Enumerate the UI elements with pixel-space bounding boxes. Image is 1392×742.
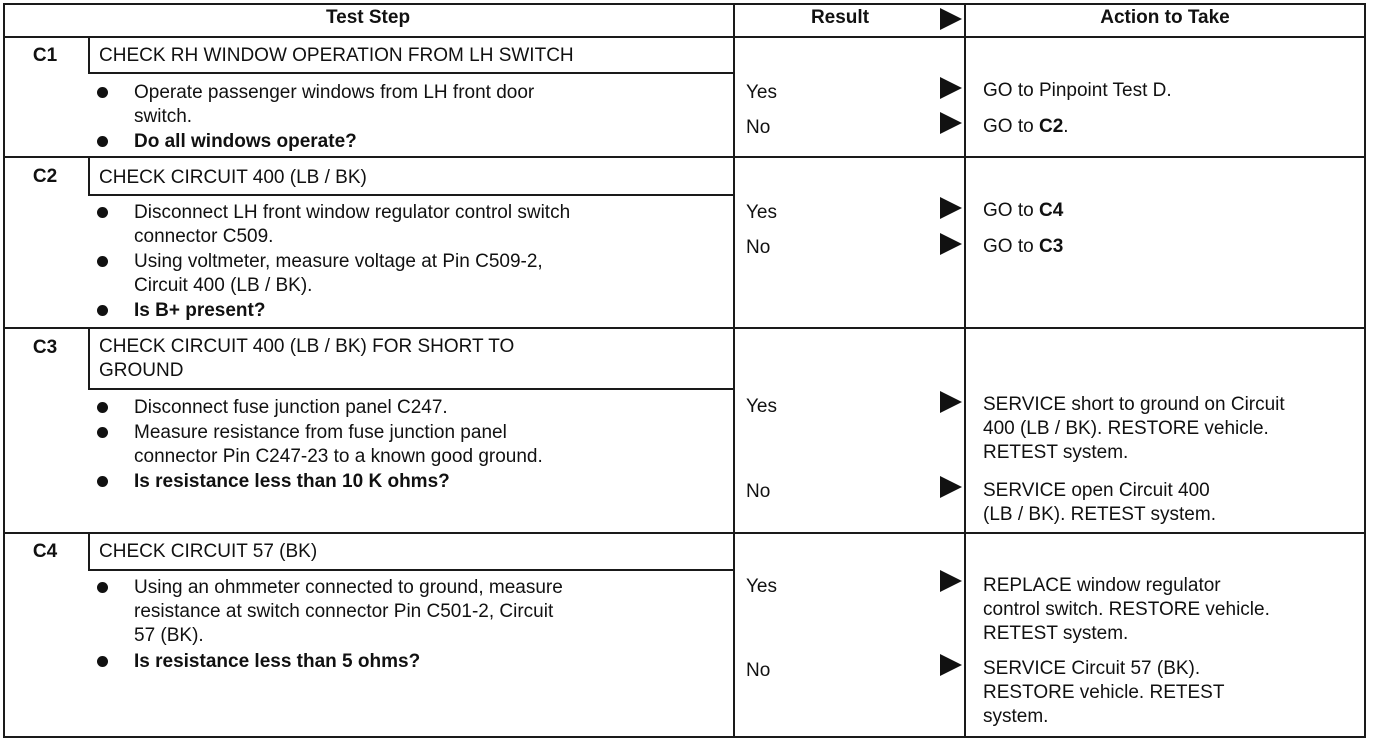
instruction-c2-1-line2: connector C509.	[134, 226, 274, 247]
instruction-c2-2-line2: Circuit 400 (LB / BK).	[134, 275, 313, 296]
instruction-c4-1-line2: resistance at switch connector Pin C501-2, Circuit	[134, 601, 554, 622]
instruction-c4-1-line3: 57 (BK).	[134, 625, 204, 646]
title-underline-c2	[90, 194, 734, 196]
arrow-icon	[940, 654, 962, 676]
result-c1-no: No	[746, 117, 771, 138]
action-c1-no-step: C2	[1038, 116, 1064, 137]
bullet-icon	[97, 305, 108, 316]
table-border-left	[3, 3, 5, 738]
bullet-icon	[97, 476, 108, 487]
action-c2-no-text: GO to	[983, 236, 1039, 257]
result-c2-no: No	[746, 237, 771, 258]
step-title-c3-line2: GROUND	[99, 360, 184, 381]
result-c3-yes: Yes	[746, 396, 777, 417]
action-c3-no-line1: SERVICE open Circuit 400	[983, 480, 1210, 501]
row-divider-c3-c4	[3, 532, 1366, 534]
title-underline-c4	[90, 569, 734, 571]
action-c3-yes-line3: RETEST system.	[983, 442, 1129, 463]
action-c4-no-line1: SERVICE Circuit 57 (BK).	[983, 658, 1201, 679]
action-c1-no-text: GO to	[983, 116, 1039, 137]
instruction-c4-1-line1: Using an ohmmeter connected to ground, measure	[134, 577, 563, 598]
question-c3: Is resistance less than 10 K ohms?	[134, 471, 450, 492]
arrow-icon	[940, 77, 962, 99]
arrow-icon	[940, 570, 962, 592]
result-c3-no: No	[746, 481, 771, 502]
action-c1-yes: GO to Pinpoint Test D.	[983, 80, 1172, 101]
step-title-c4: CHECK CIRCUIT 57 (BK)	[99, 541, 318, 562]
row-divider-c2-c3	[3, 327, 1366, 329]
title-underline-c3	[90, 388, 734, 390]
header-action: Action to Take	[1100, 7, 1230, 28]
instruction-c3-2-line1: Measure resistance from fuse junction panel	[134, 422, 507, 443]
row-divider-c1-c2	[3, 156, 1366, 158]
bullet-icon	[97, 656, 108, 667]
table-border-right	[1364, 3, 1366, 738]
action-c4-yes-line1: REPLACE window regulator	[983, 575, 1221, 596]
action-c2-no-step: C3	[1038, 236, 1064, 257]
bullet-icon	[97, 87, 108, 98]
header-result: Result	[810, 7, 870, 28]
arrow-icon	[940, 476, 962, 498]
action-c3-no-line2: (LB / BK). RETEST system.	[983, 504, 1216, 525]
instruction-c1-1-line2: switch.	[134, 106, 193, 127]
action-c2-yes-step: C4	[1038, 200, 1064, 221]
arrow-icon	[940, 391, 962, 413]
instruction-c2-1-line1: Disconnect LH front window regulator control switch	[134, 202, 571, 223]
step-number-c4: C4	[32, 541, 58, 562]
table-border-top	[3, 3, 1366, 5]
step-number-c1: C1	[32, 45, 58, 66]
action-c2-no	[983, 235, 1063, 259]
instruction-c3-2-line2: connector Pin C247-23 to a known good ground.	[134, 446, 543, 467]
bullet-icon	[97, 256, 108, 267]
result-c4-no: No	[746, 660, 771, 681]
question-c4: Is resistance less than 5 ohms?	[134, 651, 421, 672]
step-title-c2: CHECK CIRCUIT 400 (LB / BK)	[99, 167, 367, 188]
action-c2-yes	[983, 199, 1063, 223]
question-c2: Is B+ present?	[134, 300, 266, 321]
step-title-c3-line1: CHECK CIRCUIT 400 (LB / BK) FOR SHORT TO	[99, 336, 515, 357]
action-c4-yes-line3: RETEST system.	[983, 623, 1129, 644]
column-divider-result	[733, 3, 735, 738]
result-c2-yes: Yes	[746, 202, 777, 223]
step-number-c3: C3	[32, 337, 58, 358]
instruction-c1-1-line1: Operate passenger windows from LH front door	[134, 82, 535, 103]
action-c2-yes-text: GO to	[983, 200, 1039, 221]
bullet-icon	[97, 427, 108, 438]
action-c1-no	[983, 115, 1069, 139]
action-c1-no-period: .	[1063, 116, 1069, 137]
action-c4-no-line2: RESTORE vehicle. RETEST	[983, 682, 1225, 703]
arrow-icon	[940, 197, 962, 219]
table-border-bottom	[3, 736, 1366, 738]
instruction-c2-2-line1: Using voltmeter, measure voltage at Pin C509-2,	[134, 251, 543, 272]
title-underline-c1	[90, 72, 734, 74]
action-c3-yes-line2: 400 (LB / BK). RESTORE vehicle.	[983, 418, 1269, 439]
bullet-icon	[97, 136, 108, 147]
header-test-step: Test Step	[325, 7, 411, 28]
step-title-c1: CHECK RH WINDOW OPERATION FROM LH SWITCH	[99, 45, 574, 66]
result-c4-yes: Yes	[746, 576, 777, 597]
result-c1-yes: Yes	[746, 82, 777, 103]
arrow-icon	[940, 233, 962, 255]
header-arrow-icon	[940, 8, 962, 30]
bullet-icon	[97, 402, 108, 413]
action-c4-no-line3: system.	[983, 706, 1049, 727]
bullet-icon	[97, 207, 108, 218]
bullet-icon	[97, 582, 108, 593]
header-divider	[3, 36, 1366, 38]
column-divider-action	[964, 3, 966, 738]
step-number-c2: C2	[32, 166, 58, 187]
instruction-c3-1: Disconnect fuse junction panel C247.	[134, 397, 448, 418]
question-c1: Do all windows operate?	[134, 131, 357, 152]
action-c3-yes-line1: SERVICE short to ground on Circuit	[983, 394, 1285, 415]
action-c4-yes-line2: control switch. RESTORE vehicle.	[983, 599, 1270, 620]
arrow-icon	[940, 112, 962, 134]
